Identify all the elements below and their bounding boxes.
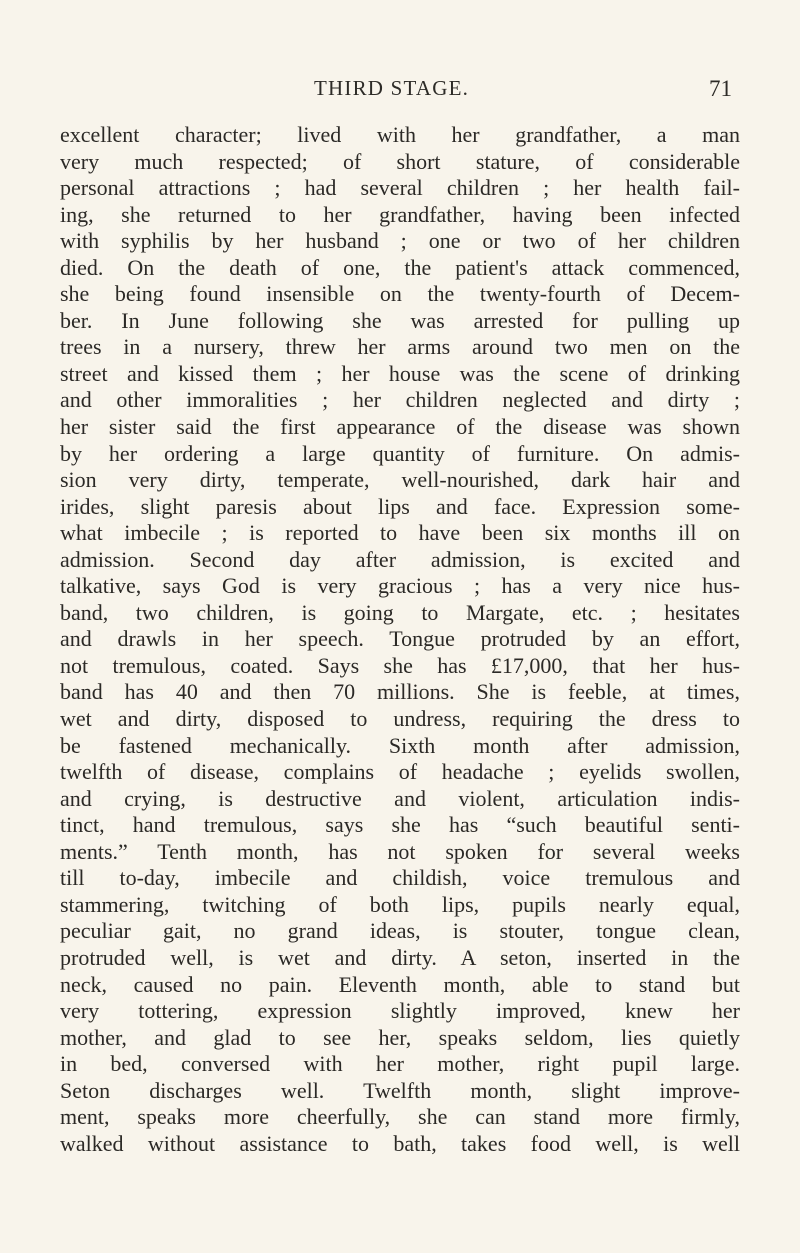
text-line: very much respected; of short stature, of considerable	[60, 148, 740, 174]
text-line: tinct, hand tremulous, says she has “such beautiful senti-	[60, 812, 740, 838]
text-line: twelfth of disease, complains of headache ; eyelids swollen,	[60, 759, 740, 785]
page-number: 71	[709, 76, 732, 101]
text-line: neck, caused no pain. Eleventh month, able to stand but	[60, 971, 740, 997]
text-line: sion very dirty, temperate, well-nourished, dark hair and	[60, 467, 740, 493]
text-line: protruded well, is wet and dirty. A seton, inserted in the	[60, 944, 740, 970]
text-line: and drawls in her speech. Tongue protruded by an effort,	[60, 626, 740, 652]
text-line: in bed, conversed with her mother, right pupil large.	[60, 1051, 740, 1077]
text-line: by her ordering a large quantity of furniture. On admis-	[60, 440, 740, 466]
text-line: mother, and glad to see her, speaks seldom, lies quietly	[60, 1024, 740, 1050]
text-line: street and kissed them ; her house was the scene of drinking	[60, 360, 740, 386]
text-line: trees in a nursery, threw her arms around two men on the	[60, 334, 740, 360]
text-line: her sister said the first appearance of the disease was shown	[60, 414, 740, 440]
text-line: till to-day, imbecile and childish, voice tremulous and	[60, 865, 740, 891]
text-line: be fastened mechanically. Sixth month after admission,	[60, 732, 740, 758]
text-line: band has 40 and then 70 millions. She is feeble, at times,	[60, 679, 740, 705]
text-line: died. On the death of one, the patient's attack commenced,	[60, 254, 740, 280]
text-line: and other immoralities ; her children neglected and dirty ;	[60, 387, 740, 413]
text-line: personal attractions ; had several children ; her health fail-	[60, 175, 740, 201]
text-line: irides, slight paresis about lips and face. Expression some-	[60, 493, 740, 519]
text-line: very tottering, expression slightly improved, knew her	[60, 998, 740, 1024]
text-line: what imbecile ; is reported to have been six months ill on	[60, 520, 740, 546]
text-line: Seton discharges well. Twelfth month, slight improve-	[60, 1077, 740, 1103]
text-line: excellent character; lived with her grandfather, a man	[60, 122, 740, 147]
text-line: stammering, twitching of both lips, pupils nearly equal,	[60, 891, 740, 917]
text-line: ment, speaks more cheerfully, she can stand more firmly,	[60, 1104, 740, 1130]
text-line: admission. Second day after admission, is excited and	[60, 546, 740, 572]
text-line: not tremulous, coated. Says she has £17,000, that her hus-	[60, 652, 740, 678]
body-text	[60, 122, 740, 1157]
text-line: she being found insensible on the twenty-fourth of Decem-	[60, 281, 740, 307]
text-line: walked without assistance to bath, takes food well, is well	[60, 1130, 740, 1156]
text-line: ing, she returned to her grandfather, having been infected	[60, 201, 740, 227]
text-line: and crying, is destructive and violent, articulation indis-	[60, 785, 740, 811]
text-line: with syphilis by her husband ; one or two of her children	[60, 228, 740, 254]
text-line: band, two children, is going to Margate, etc. ; hesitates	[60, 599, 740, 625]
text-line: talkative, says God is very gracious ; has a very nice hus-	[60, 573, 740, 599]
chapter-title: THIRD STAGE.	[314, 76, 470, 100]
text-line: ber. In June following she was arrested for pulling up	[60, 307, 740, 333]
text-line: peculiar gait, no grand ideas, is stouter, tongue clean,	[60, 918, 740, 944]
text-line: ments.” Tenth month, has not spoken for several weeks	[60, 838, 740, 864]
text-line: wet and dirty, disposed to undress, requiring the dress to	[60, 706, 740, 732]
running-head	[0, 76, 800, 106]
